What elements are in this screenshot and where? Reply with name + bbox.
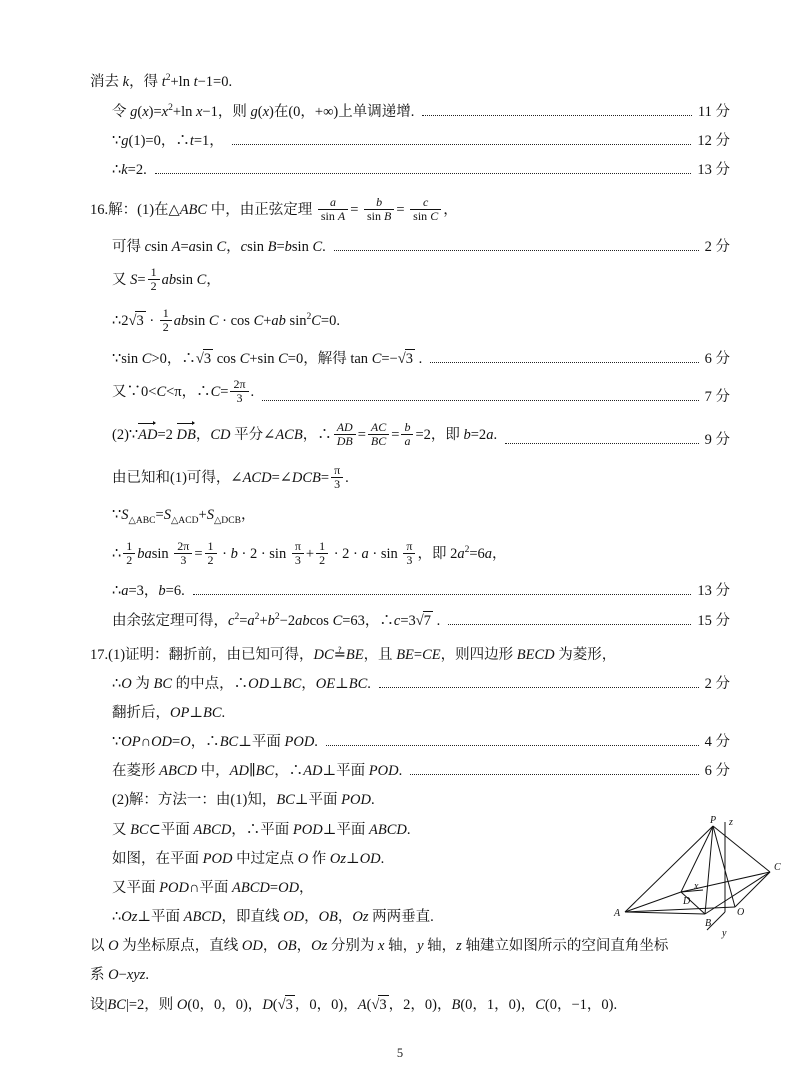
text-line: 在菱形 ABCD 中，AD∥BC，∴AD⊥平面 POD. 6 分: [112, 763, 730, 780]
text-line: ∵sin C>0，∴√3 cos C+sin C=0，解得 tan C=−√3 . 6 分: [112, 351, 730, 367]
leader-dots: [334, 250, 699, 251]
leader-dots: [505, 443, 699, 444]
question-16-heading: 16.解：(1)在△ABC 中，由正弦定理 $\frac{a}{\text{sin A}}$ = $\frac{b}{\text{sin B}}$ = $\frac{c}{\text{sin C}}$ ，: [90, 195, 458, 224]
text-line: (2)∵AD=2 DB，CD 平分∠ACB，∴ $\frac{AD}{DB}$ = $\frac{AC}{BC}$ = $\frac{b}{a}$ =2，即 b=2a. 9 分: [112, 420, 730, 448]
svg-text:y: y: [722, 928, 727, 939]
score-label: 4 分: [704, 734, 730, 751]
score-label: 6 分: [704, 763, 730, 780]
leader-dots: [379, 687, 699, 688]
leader-dots: [422, 115, 692, 116]
text-line: 如图，在平面 POD 中过定点 O 作 Oz⊥OD.: [112, 850, 385, 867]
text-line: ∵g(1)=0，∴t=1， 12 分: [112, 132, 730, 149]
score-label: 9 分: [704, 431, 730, 448]
page-number: 5: [396, 1046, 404, 1060]
text-line: ∴O 为 BC 的中点，∴OD⊥BC，OE⊥BC. 2 分: [112, 675, 730, 692]
text-line: 翻折后，OP⊥BC.: [112, 705, 226, 722]
3d-pyramid-diagram: [585, 812, 800, 942]
text-line: ∴2√3 · $\frac{1}{2}$ absin C · cos C+ab $\sin^2C=0$.: [112, 306, 340, 335]
svg-text:P: P: [710, 815, 717, 826]
text-line: 系 O−xyz.: [90, 967, 149, 984]
score-label: 13 分: [697, 162, 730, 179]
text-line: 以 O 为坐标原点，直线 OD，OB，Oz 分别为 x 轴，y 轴，z 轴建立如图所示的空间直角坐标: [90, 938, 669, 955]
svg-text:O: O: [737, 907, 745, 918]
text-line: 由已知和(1)可得，∠ACD=∠DCB= $\frac{\pi}{3}$ .: [112, 462, 349, 491]
score-label: 11 分: [697, 103, 730, 120]
leader-dots: [326, 745, 699, 746]
leader-dots: [410, 774, 698, 775]
text-line: ∵OP∩OD=O，∴BC⊥平面 POD. 4 分: [112, 734, 730, 751]
text-line: 令 $g(x)=x^2+\ln$ x−1，则 g(x)在(0，+∞)上单调递增. 11 分: [112, 101, 730, 120]
leader-dots: [448, 624, 691, 625]
question-17-heading: 17.(1)证明：翻折前，由已知可得，DC≟BE，且 BE=CE，则四边形 BECD 为菱形，: [90, 646, 617, 663]
text-line: 由余弦定理可得，$c^2=a^2+b^2-2abcos$ C=63，∴c=3√7 . 15 分: [112, 610, 730, 629]
score-label: 7 分: [704, 388, 730, 405]
svg-text:x: x: [694, 881, 699, 892]
text-line: 又 BC⊂平面 ABCD，∴平面 POD⊥平面 ABCD.: [112, 821, 411, 838]
leader-dots: [155, 173, 692, 174]
text-line: $\because S_{\triangle ABC}=S_{\triangle ACD}+S_{\triangle DCB}$，: [112, 506, 256, 526]
text-line: (2)解：方法一：由(1)知，BC⊥平面 POD.: [112, 792, 375, 809]
text-line: ∴ $\frac{1}{2}$ basin $\frac{2\pi}{3}$ = $\frac{1}{2}$ · b · 2 · sin $\frac{\pi}{3}$ + $\frac{1}{2}$ · 2 · a · sin $\frac{\pi}{3}$ ，即 $2a^2=6a$，: [112, 538, 507, 567]
svg-text:z: z: [729, 817, 733, 828]
score-label: 13 分: [697, 582, 730, 599]
text-line: ∴k=2. 13 分: [112, 162, 730, 179]
text-line: 又∵0<C<π，∴C= $\frac{2\pi}{3}$ . 7 分: [112, 377, 730, 406]
text-line: ∴a=3，b=6. 13 分: [112, 582, 730, 599]
text-line: 又平面 POD∩平面 ABCD=OD，: [112, 879, 314, 896]
score-label: 12 分: [697, 132, 730, 149]
leader-dots: [193, 594, 692, 595]
score-label: 15 分: [697, 612, 730, 629]
svg-text:B: B: [705, 918, 712, 929]
text-line: 设|BC|=2，则 O(0，0，0)，D(√3 ，0，0)，A(√3 ，2，0)，B(0，1，0)，C(0，−1，0).: [90, 997, 618, 1014]
leader-dots: [262, 400, 698, 401]
leader-dots: [232, 144, 692, 145]
svg-text:D: D: [683, 896, 691, 907]
score-label: 2 分: [704, 239, 730, 256]
leader-dots: [430, 362, 698, 363]
text-line: 又 S= $\frac{1}{2}$ absin C，: [112, 265, 221, 294]
svg-text:A: A: [614, 908, 621, 919]
score-label: 2 分: [704, 675, 730, 692]
text-line: 可得 csin A=asin C，csin B=bsin C. 2 分: [112, 239, 730, 256]
text-line: 消去 k，得 $t^2+\ln$ t−1=0.: [90, 72, 233, 90]
score-label: 6 分: [704, 351, 730, 367]
text-line: ∴Oz⊥平面 ABCD，即直线 OD，OB，Oz 两两垂直.: [112, 908, 434, 925]
svg-text:C: C: [774, 862, 781, 873]
